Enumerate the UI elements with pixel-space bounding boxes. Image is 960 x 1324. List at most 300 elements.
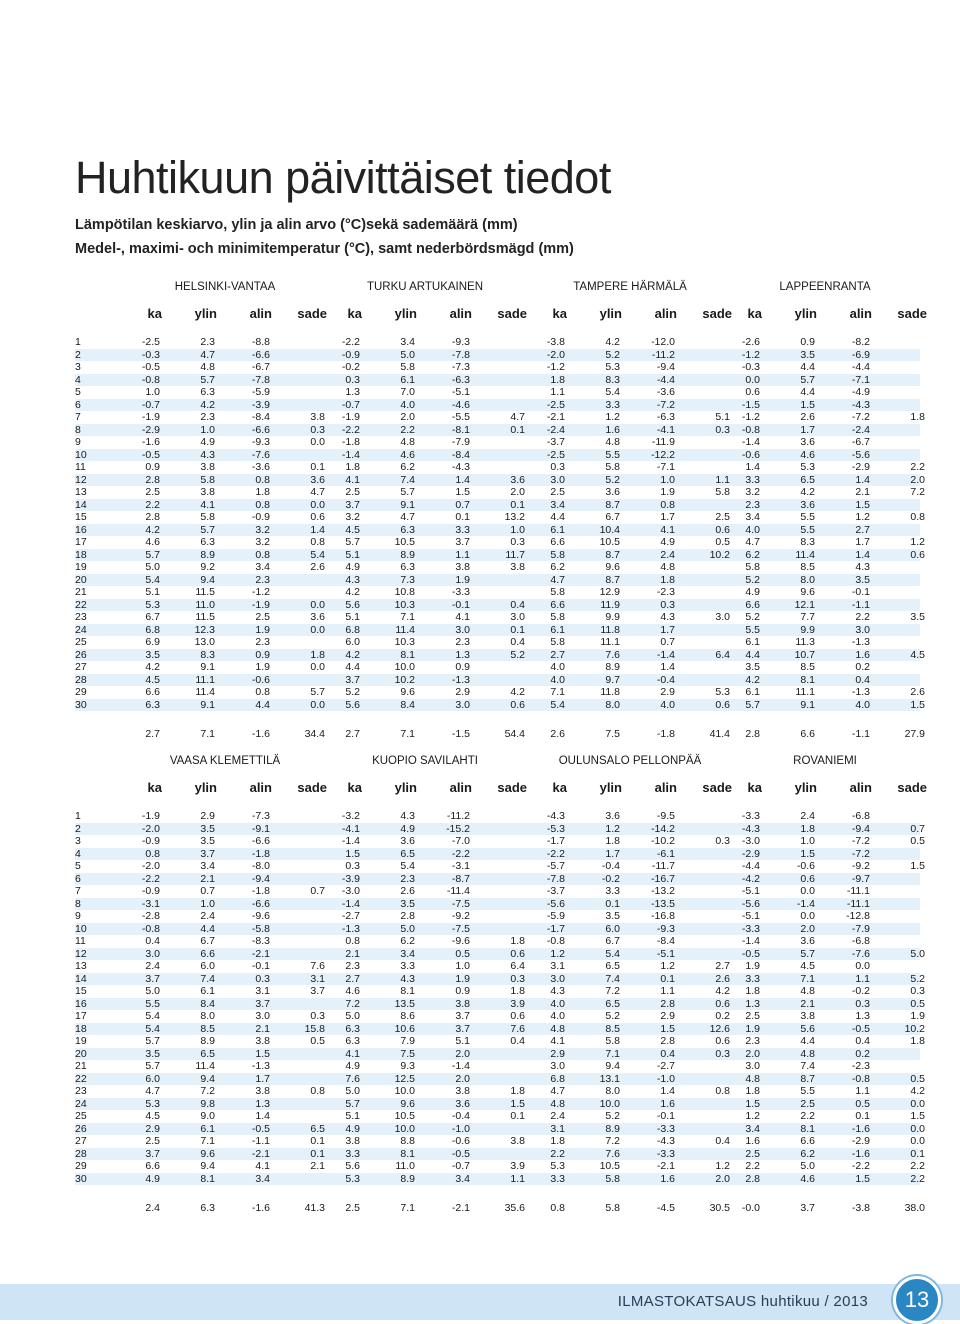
table-cell: 6.2 xyxy=(800,1147,815,1160)
summary-cell: 35.6 xyxy=(504,1202,525,1214)
table-cell: 4.7 xyxy=(310,486,325,498)
table-cell: 3.3 xyxy=(400,960,415,972)
table-cell: 1.5 xyxy=(910,860,925,872)
table-cell: 4.1 xyxy=(660,523,675,536)
table-cell: 10.5 xyxy=(394,1110,415,1122)
table-cell: 2.6 xyxy=(310,561,325,573)
table-cell: 8.0 xyxy=(200,1010,215,1022)
table-cell: -1.9 xyxy=(141,411,160,423)
table-cell: 9.6 xyxy=(400,686,415,698)
summary-cell: 34.4 xyxy=(304,728,325,740)
summary-cell: 54.4 xyxy=(504,728,525,740)
column-header: sade xyxy=(897,780,927,795)
table-cell: 5.4 xyxy=(605,386,620,398)
table-cell: -7.3 xyxy=(251,810,270,822)
table-cell: -0.3 xyxy=(741,361,760,373)
table-cell: 3.8 xyxy=(510,561,525,573)
table-cell: 4.3 xyxy=(660,611,675,623)
day-number: 19 xyxy=(75,561,87,573)
table-cell: 3.6 xyxy=(800,498,815,511)
table-cell: 6.6 xyxy=(745,598,760,611)
table-cell: 4.4 xyxy=(550,511,565,523)
table-row xyxy=(75,1072,925,1086)
table-cell: 3.9 xyxy=(510,1160,525,1172)
table-cell: 11.1 xyxy=(795,686,815,698)
table-cell: 6.5 xyxy=(200,1047,215,1060)
table-cell: 0.6 xyxy=(800,872,815,885)
table-cell: 2.9 xyxy=(200,810,215,822)
day-number: 5 xyxy=(75,860,81,872)
table-cell: 1.2 xyxy=(855,511,870,523)
table-cell: 4.5 xyxy=(910,648,925,661)
table-cell: -3.9 xyxy=(341,872,360,885)
station-name: TAMPERE HÄRMÄLÄ xyxy=(573,281,687,293)
table-cell: 4.0 xyxy=(855,698,870,711)
table-cell: 4.7 xyxy=(145,1085,160,1097)
table-cell: 1.8 xyxy=(910,1035,925,1047)
table-row xyxy=(75,511,925,524)
table-cell: 8.9 xyxy=(200,548,215,561)
day-number: 14 xyxy=(75,498,87,511)
table-cell: 1.2 xyxy=(605,822,620,835)
table-cell: 8.1 xyxy=(800,673,815,686)
table-cell: 5.1 xyxy=(145,586,160,598)
day-number: 30 xyxy=(75,1172,87,1185)
table-cell: 6.5 xyxy=(800,473,815,486)
table-row xyxy=(75,910,920,923)
table-cell: -8.4 xyxy=(451,448,470,461)
table-cell: -0.5 xyxy=(451,1147,470,1160)
table-cell: -4.3 xyxy=(741,822,760,835)
table-cell: 5.8 xyxy=(550,586,565,598)
table-cell: 0.8 xyxy=(310,1085,325,1097)
table-row xyxy=(75,674,920,687)
table-cell: -11.7 xyxy=(651,860,675,872)
day-number: 17 xyxy=(75,536,87,548)
table-cell: 5.7 xyxy=(200,523,215,536)
table-cell: -6.3 xyxy=(656,411,675,423)
table-cell: -6.7 xyxy=(251,361,270,373)
table-cell: -9.4 xyxy=(851,822,870,835)
table-cell: 4.7 xyxy=(200,348,215,361)
day-number: 28 xyxy=(75,673,87,686)
table-cell: -3.3 xyxy=(656,1122,675,1135)
table-cell: 1.3 xyxy=(455,648,470,661)
table-cell: 1.4 xyxy=(660,1085,675,1097)
table-cell: 6.1 xyxy=(200,1122,215,1135)
table-cell: -7.5 xyxy=(451,922,470,935)
table-cell: 4.6 xyxy=(345,985,360,997)
table-cell: 1.2 xyxy=(550,947,565,960)
table-cell: 4.0 xyxy=(660,698,675,711)
table-cell: 0.0 xyxy=(910,1122,925,1135)
table-cell: 5.4 xyxy=(145,573,160,586)
table-cell: 3.0 xyxy=(715,611,730,623)
table-cell: 3.3 xyxy=(345,1147,360,1160)
table-cell: 13.2 xyxy=(504,511,525,523)
table-cell: 1.2 xyxy=(715,1160,730,1172)
table-cell: -7.1 xyxy=(851,373,870,386)
table-cell: -2.9 xyxy=(741,847,760,860)
table-cell: 2.8 xyxy=(145,473,160,486)
table-cell: -0.4 xyxy=(601,860,620,872)
table-row xyxy=(75,1160,925,1173)
table-cell: 2.2 xyxy=(745,1160,760,1172)
table-cell: 6.7 xyxy=(200,935,215,947)
table-cell: 5.7 xyxy=(200,373,215,386)
table-cell: 6.7 xyxy=(145,611,160,623)
table-cell: -6.3 xyxy=(451,373,470,386)
table-cell: 3.5 xyxy=(855,573,870,586)
table-cell: -2.2 xyxy=(141,872,160,885)
column-header: ka xyxy=(552,780,567,795)
table-cell: 0.5 xyxy=(910,1072,925,1085)
table-cell: 9.4 xyxy=(200,573,215,586)
column-header: sade xyxy=(702,780,732,795)
table-cell: 2.1 xyxy=(255,1022,270,1035)
table-cell: 3.8 xyxy=(200,486,215,498)
table-row xyxy=(75,985,925,998)
day-number: 26 xyxy=(75,648,87,661)
subtitle-finnish: Lämpötilan keskiarvo, ylin ja alin arvo (°C)sekä sademäärä (mm) xyxy=(75,217,518,233)
table-cell: 8.1 xyxy=(800,1122,815,1135)
table-cell: 2.4 xyxy=(660,548,675,561)
table-cell: 4.1 xyxy=(455,611,470,623)
table-row xyxy=(75,1085,925,1098)
table-cell: -5.3 xyxy=(546,822,565,835)
summary-cell: 2.4 xyxy=(145,1202,160,1214)
table-cell: -2.9 xyxy=(141,423,160,436)
table-cell: 11.7 xyxy=(505,548,525,561)
table-cell: 1.5 xyxy=(800,398,815,411)
table-cell: -2.0 xyxy=(546,348,565,361)
table-cell: -1.0 xyxy=(451,1122,470,1135)
table-cell: 0.9 xyxy=(455,661,470,673)
table-row xyxy=(75,860,925,873)
table-cell: 3.0 xyxy=(510,611,525,623)
table-cell: -12.2 xyxy=(651,448,675,461)
day-number: 23 xyxy=(75,611,87,623)
table-cell: -6.8 xyxy=(851,935,870,947)
table-cell: -13.5 xyxy=(651,897,675,910)
table-cell: 2.5 xyxy=(800,1097,815,1110)
summary-cell: 3.7 xyxy=(800,1202,815,1214)
table-cell: -13.2 xyxy=(651,885,675,897)
table-cell: -8.0 xyxy=(251,860,270,872)
table-cell: 0.4 xyxy=(855,1035,870,1047)
table-cell: -2.1 xyxy=(251,947,270,960)
table-cell: 0.5 xyxy=(910,997,925,1010)
table-cell: 1.0 xyxy=(145,386,160,398)
table-cell: 7.5 xyxy=(400,1047,415,1060)
table-cell: 3.7 xyxy=(145,1147,160,1160)
table-cell: 4.5 xyxy=(345,523,360,536)
table-cell: -7.9 xyxy=(851,922,870,935)
table-cell: 8.9 xyxy=(605,661,620,673)
table-cell: 4.0 xyxy=(550,661,565,673)
table-cell: 5.1 xyxy=(455,1035,470,1047)
day-number: 6 xyxy=(75,398,81,411)
table-cell: -0.5 xyxy=(851,1022,870,1035)
table-cell: 6.0 xyxy=(145,1072,160,1085)
table-cell: 5.6 xyxy=(345,1160,360,1172)
table-cell: -6.7 xyxy=(851,436,870,448)
table-cell: 4.1 xyxy=(550,1035,565,1047)
table-cell: -1.8 xyxy=(251,847,270,860)
table-cell: -6.9 xyxy=(851,348,870,361)
table-cell: 5.5 xyxy=(800,511,815,523)
table-cell: 9.9 xyxy=(800,623,815,636)
table-cell: 8.8 xyxy=(400,1135,415,1147)
table-cell: 0.9 xyxy=(145,461,160,473)
table-cell: 1.8 xyxy=(510,985,525,997)
table-cell: 4.4 xyxy=(255,698,270,711)
table-cell: 4.4 xyxy=(745,648,760,661)
table-cell: -5.6 xyxy=(741,897,760,910)
table-cell: 6.6 xyxy=(800,1135,815,1147)
table-cell: 4.1 xyxy=(200,498,215,511)
table-cell: 4.7 xyxy=(550,1085,565,1097)
table-cell: 0.3 xyxy=(510,536,525,548)
table-cell: 9.6 xyxy=(200,1147,215,1160)
table-cell: -0.6 xyxy=(741,448,760,461)
table-cell: 1.8 xyxy=(800,822,815,835)
table-cell: -7.8 xyxy=(451,348,470,361)
station-header-row xyxy=(75,281,920,297)
table-cell: 5.2 xyxy=(910,972,925,985)
day-number: 5 xyxy=(75,386,81,398)
table-cell: -2.9 xyxy=(851,461,870,473)
table-cell: -1.4 xyxy=(341,897,360,910)
table-cell: 6.3 xyxy=(345,1022,360,1035)
column-header: ylin xyxy=(394,306,417,321)
table-row xyxy=(75,686,925,699)
table-cell: 6.8 xyxy=(550,1072,565,1085)
table-cell: 0.9 xyxy=(800,336,815,348)
table-cell: 4.8 xyxy=(605,436,620,448)
table-cell: 5.0 xyxy=(400,348,415,361)
table-cell: 1.7 xyxy=(800,423,815,436)
table-cell: 0.8 xyxy=(255,498,270,511)
table-row xyxy=(75,386,920,399)
table-cell: -5.8 xyxy=(251,922,270,935)
table-cell: 2.7 xyxy=(550,648,565,661)
table-cell: 3.6 xyxy=(605,486,620,498)
table-cell: 1.9 xyxy=(910,1010,925,1022)
table-cell: 3.1 xyxy=(255,985,270,997)
table-cell: 0.6 xyxy=(510,698,525,711)
table-cell: -1.2 xyxy=(546,361,565,373)
table-cell: 0.2 xyxy=(715,1010,730,1022)
table-cell: 5.7 xyxy=(800,373,815,386)
table-cell: -3.3 xyxy=(656,1147,675,1160)
table-cell: 3.8 xyxy=(510,1135,525,1147)
table-cell: 5.4 xyxy=(145,1022,160,1035)
day-number: 25 xyxy=(75,1110,87,1122)
table-cell: -6.6 xyxy=(251,897,270,910)
table-cell: 6.8 xyxy=(345,623,360,636)
table-cell: -2.0 xyxy=(141,822,160,835)
summary-cell: 38.0 xyxy=(904,1202,925,1214)
table-cell: -11.9 xyxy=(651,436,675,448)
table-cell: 1.8 xyxy=(550,1135,565,1147)
table-cell: 0.0 xyxy=(800,910,815,922)
table-cell: 1.0 xyxy=(455,960,470,972)
table-cell: 8.3 xyxy=(605,373,620,386)
table-cell: 1.1 xyxy=(510,1172,525,1185)
table-cell: -0.2 xyxy=(341,361,360,373)
table-cell: 7.7 xyxy=(800,611,815,623)
table-cell: 1.4 xyxy=(855,473,870,486)
table-cell: 2.1 xyxy=(310,1160,325,1172)
table-cell: 0.9 xyxy=(255,648,270,661)
table-cell: 1.9 xyxy=(255,623,270,636)
table-cell: 4.6 xyxy=(800,448,815,461)
day-number: 8 xyxy=(75,423,81,436)
table-cell: 1.9 xyxy=(660,486,675,498)
summary-cell: -4.5 xyxy=(656,1202,675,1214)
summary-cell: -1.5 xyxy=(451,728,470,740)
table-cell: 3.7 xyxy=(455,536,470,548)
table-cell: 9.4 xyxy=(605,1060,620,1072)
table-cell: 2.6 xyxy=(800,411,815,423)
table-cell: 7.6 xyxy=(345,1072,360,1085)
table-cell: 10.4 xyxy=(599,523,620,536)
day-number: 16 xyxy=(75,523,87,536)
table-cell: -0.9 xyxy=(251,511,270,523)
monthly-summary-row xyxy=(75,728,925,742)
table-cell: 0.0 xyxy=(910,1097,925,1110)
day-number: 12 xyxy=(75,947,87,960)
table-cell: -0.7 xyxy=(141,398,160,411)
table-row xyxy=(75,548,925,562)
table-cell: 3.5 xyxy=(145,648,160,661)
table-cell: 8.9 xyxy=(400,1172,415,1185)
table-cell: 0.4 xyxy=(660,1047,675,1060)
table-cell: 5.2 xyxy=(510,648,525,661)
table-cell: 6.2 xyxy=(400,935,415,947)
table-cell: 0.0 xyxy=(800,885,815,897)
table-cell: 3.4 xyxy=(255,1172,270,1185)
table-cell: -5.1 xyxy=(656,947,675,960)
table-cell: 0.3 xyxy=(660,598,675,611)
day-number: 3 xyxy=(75,835,81,847)
table-cell: -8.4 xyxy=(251,411,270,423)
day-number: 7 xyxy=(75,411,81,423)
table-row xyxy=(75,586,920,599)
table-cell: -4.9 xyxy=(851,386,870,398)
table-cell: -6.6 xyxy=(251,835,270,847)
table-cell: 7.2 xyxy=(910,486,925,498)
table-cell: 10.0 xyxy=(599,1097,620,1110)
table-cell: 1.1 xyxy=(715,473,730,486)
table-cell: 1.2 xyxy=(910,536,925,548)
table-cell: 2.2 xyxy=(855,611,870,623)
day-number: 23 xyxy=(75,1085,87,1097)
table-row xyxy=(75,835,925,848)
table-cell: 2.8 xyxy=(660,997,675,1010)
table-cell: 4.2 xyxy=(745,673,760,686)
table-cell: 7.2 xyxy=(345,997,360,1010)
table-cell: -2.5 xyxy=(141,336,160,348)
summary-cell: 7.5 xyxy=(605,728,620,740)
table-cell: 4.4 xyxy=(800,1035,815,1047)
table-cell: 1.6 xyxy=(660,1172,675,1185)
table-cell: 7.0 xyxy=(400,386,415,398)
table-row xyxy=(75,1048,920,1061)
table-cell: 5.2 xyxy=(605,1010,620,1022)
table-cell: 4.2 xyxy=(145,523,160,536)
column-header: ylin xyxy=(794,306,817,321)
table-row xyxy=(75,1110,925,1123)
table-cell: 1.9 xyxy=(455,573,470,586)
day-number: 9 xyxy=(75,910,81,922)
table-cell: -2.1 xyxy=(251,1147,270,1160)
table-cell: 7.4 xyxy=(400,473,415,486)
table-cell: 8.1 xyxy=(400,648,415,661)
table-cell: 5.8 xyxy=(605,1035,620,1047)
table-cell: 3.0 xyxy=(455,698,470,711)
table-cell: 4.9 xyxy=(745,586,760,598)
table-cell: 5.1 xyxy=(715,411,730,423)
table-row xyxy=(75,947,925,961)
table-cell: 5.8 xyxy=(200,511,215,523)
table-cell: 8.1 xyxy=(400,985,415,997)
column-header: ylin xyxy=(794,780,817,795)
table-cell: 0.5 xyxy=(455,947,470,960)
table-row xyxy=(75,374,920,387)
summary-cell: 41.4 xyxy=(709,728,730,740)
table-cell: 8.0 xyxy=(605,698,620,711)
table-cell: -1.1 xyxy=(851,598,870,611)
table-cell: 6.1 xyxy=(745,686,760,698)
table-cell: -2.3 xyxy=(656,586,675,598)
table-cell: 0.0 xyxy=(310,698,325,711)
table-cell: 1.0 xyxy=(800,835,815,847)
table-cell: 1.5 xyxy=(855,1172,870,1185)
table-cell: 7.6 xyxy=(605,648,620,661)
table-cell: 6.3 xyxy=(400,523,415,536)
table-cell: 2.0 xyxy=(745,1047,760,1060)
table-cell: 4.8 xyxy=(550,1097,565,1110)
day-number: 29 xyxy=(75,1160,87,1172)
table-cell: 7.1 xyxy=(550,686,565,698)
table-cell: -2.2 xyxy=(851,1160,870,1172)
table-cell: 8.1 xyxy=(200,1172,215,1185)
summary-cell: -2.1 xyxy=(451,1202,470,1214)
table-cell: 1.5 xyxy=(800,847,815,860)
table-cell: 1.5 xyxy=(660,1022,675,1035)
table-cell: 4.6 xyxy=(800,1172,815,1185)
column-header: alin xyxy=(449,780,472,795)
table-cell: -0.8 xyxy=(546,935,565,947)
table-cell: 4.1 xyxy=(345,473,360,486)
table-cell: 3.5 xyxy=(400,897,415,910)
table-row xyxy=(75,972,925,986)
table-cell: 5.8 xyxy=(715,486,730,498)
table-cell: 3.4 xyxy=(745,511,760,523)
table-cell: 3.7 xyxy=(145,972,160,985)
table-cell: -4.4 xyxy=(656,373,675,386)
day-number: 2 xyxy=(75,822,81,835)
table-cell: -0.8 xyxy=(741,423,760,436)
column-header: sade xyxy=(497,306,527,321)
table-cell: 0.0 xyxy=(910,1135,925,1147)
table-cell: -8.1 xyxy=(451,423,470,436)
table-cell: 9.8 xyxy=(200,1097,215,1110)
table-cell: 2.8 xyxy=(660,1035,675,1047)
table-row xyxy=(75,561,920,574)
